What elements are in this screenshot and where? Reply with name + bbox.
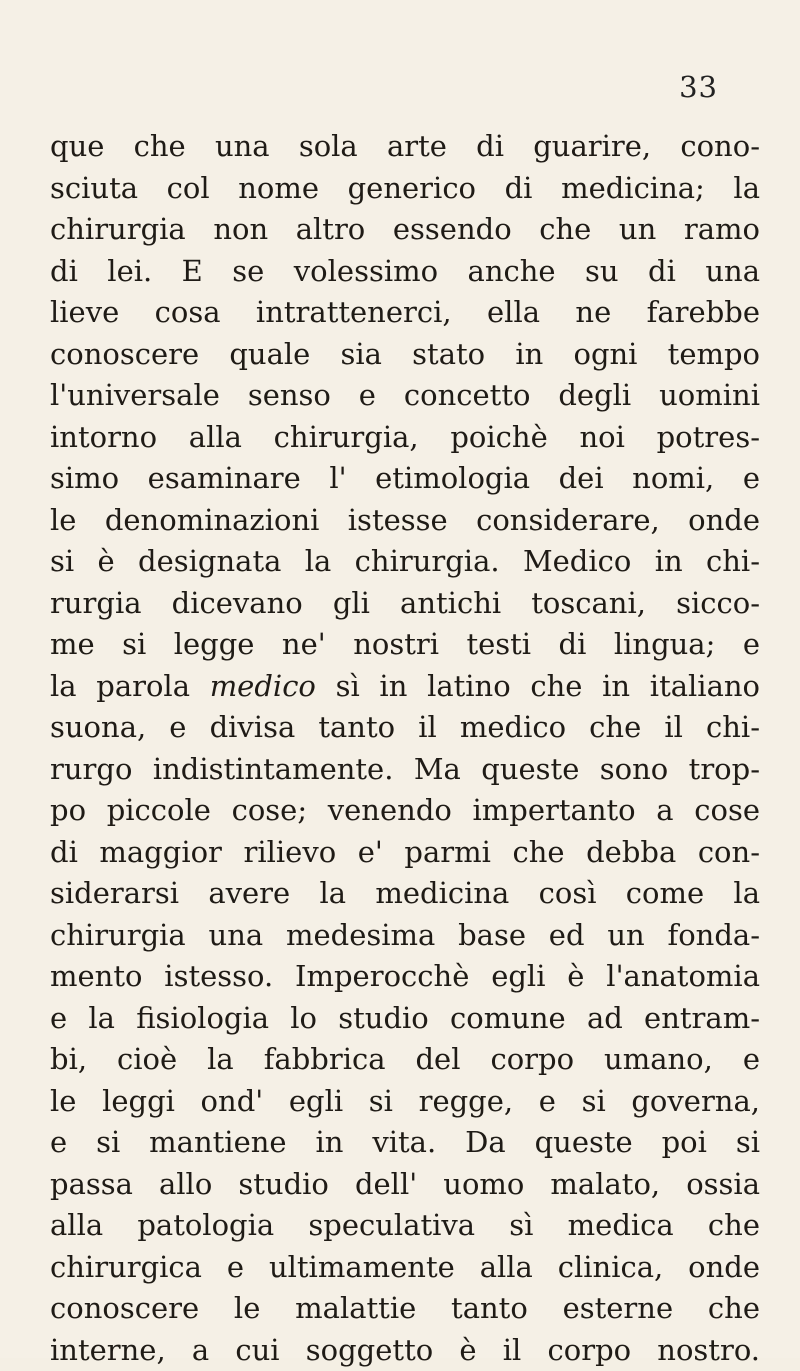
text-line: po piccole cose; venendo impertanto a cose (50, 790, 760, 832)
text-line: chirurgica e ultimamente alla clinica, onde (50, 1247, 760, 1289)
italic-word: medico (210, 669, 316, 703)
text-line: que che una sola arte di guarire, cono- (50, 126, 760, 168)
text-line-with-italic (50, 666, 760, 708)
text-line: le leggi ond' egli si regge, e si governa, (50, 1081, 760, 1123)
text-line: conoscere le malattie tanto esterne che (50, 1288, 760, 1330)
text-line: le denominazioni istesse considerare, onde (50, 500, 760, 542)
text-line: me si legge ne' nostri testi di lingua; e (50, 624, 760, 666)
text-line: e si mantiene in vita. Da queste poi si (50, 1122, 760, 1164)
text-line: l'universale senso e concetto degli uomini (50, 375, 760, 417)
text-line: mento istesso. Imperocchè egli è l'anatomia (50, 956, 760, 998)
text-line: rurgia dicevano gli antichi toscani, sicco- (50, 583, 760, 625)
text-line: conoscere quale sia stato in ogni tempo (50, 334, 760, 376)
text-line: passa allo studio dell' uomo malato, ossia (50, 1164, 760, 1206)
text-line: intorno alla chirurgia, poichè noi potres- (50, 417, 760, 459)
text-line: e la fisiologia lo studio comune ad entram- (50, 998, 760, 1040)
text-line: si è designata la chirurgia. Medico in chi- (50, 541, 760, 583)
body-text (50, 126, 760, 1371)
text-line: di maggior rilievo e' parmi che debba con- (50, 832, 760, 874)
text-line: rurgo indistintamente. Ma queste sono trop- (50, 749, 760, 791)
text-line: chirurgia non altro essendo che un ramo (50, 209, 760, 251)
page-number: 33 (679, 70, 718, 104)
text-segment: la parola (50, 669, 210, 703)
text-line: simo esaminare l' etimologia dei nomi, e (50, 458, 760, 500)
text-segment: sì in latino che in italiano (316, 669, 760, 703)
text-line: suona, e divisa tanto il medico che il chi- (50, 707, 760, 749)
text-line: di lei. E se volessimo anche su di una (50, 251, 760, 293)
text-line: interne, a cui soggetto è il corpo nostro. (50, 1330, 760, 1371)
text-line: alla patologia speculativa sì medica che (50, 1205, 760, 1247)
text-line: siderarsi avere la medicina così come la (50, 873, 760, 915)
text-line: lieve cosa intrattenerci, ella ne farebbe (50, 292, 760, 334)
text-line: sciuta col nome generico di medicina; la (50, 168, 760, 210)
text-line: bi, cioè la fabbrica del corpo umano, e (50, 1039, 760, 1081)
text-line: chirurgia una medesima base ed un fonda- (50, 915, 760, 957)
